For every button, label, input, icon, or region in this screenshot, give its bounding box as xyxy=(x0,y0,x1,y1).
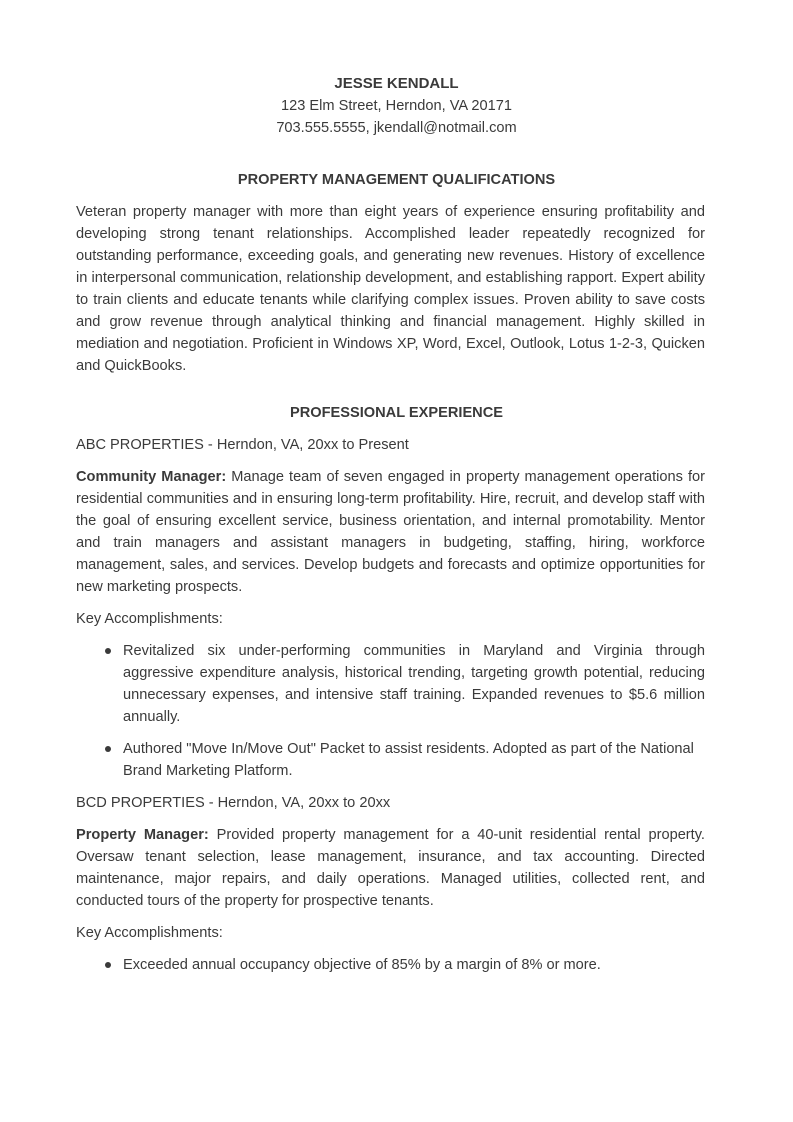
job-description-block xyxy=(76,466,705,598)
accomplishments-list xyxy=(76,954,705,976)
experience-heading: PROFESSIONAL EXPERIENCE xyxy=(289,405,503,421)
qualifications-heading: PROPERTY MANAGEMENT QUALIFICATIONS xyxy=(237,172,556,188)
job-description: Manage team of seven engaged in property management operations for residential communities and in ensuring long-term profitability. Hire, recruit, and develop staff with the goal of ensuring excellent service, business orientation, and internal promotability. Mentor and train managers and assistant managers in budgeting, staffing, hiring, workforce management, sales, and services. Develop budgets and forecasts and optimize opportunities for new marketing prospects. xyxy=(76,469,705,595)
accomplishments-list xyxy=(76,640,705,782)
job-description-block xyxy=(76,824,705,912)
job-company: ABC PROPERTIES - Herndon, VA, 20xx to Present xyxy=(76,437,409,453)
job-role: Property Manager: xyxy=(76,827,209,843)
resume-contact: 703.555.5555, jkendall@notmail.com xyxy=(276,120,517,136)
job-description: Provided property management for a 40-unit residential rental property. Oversaw tenant selection, lease management, insurance, and tax accounting. Directed maintenance, major repairs, and daily operations. Managed utilities, collected rent, and conducted tours of the property for prospective tenants. xyxy=(76,827,705,909)
qualifications-text: Veteran property manager with more than eight years of experience ensuring profitability and developing strong tenant relationships. Accomplished leader repeatedly recognized for outstanding performance, exceeding goals, and generating new revenues. History of excellence in interpersonal communication, relationship development, and establishing rapport. Expert ability to train clients and educate tenants while clarifying complex issues. Proven ability to save costs and grow revenue through analytical thinking and financial management. Highly skilled in mediation and negotiation. Proficient in Windows XP, Word, Excel, Outlook, Lotus 1-2-3, Quicken and QuickBooks. xyxy=(76,204,705,374)
accomplishments-label: Key Accomplishments: xyxy=(76,925,223,941)
job-company: BCD PROPERTIES - Herndon, VA, 20xx to 20xx xyxy=(76,795,391,811)
list-item: Exceeded annual occupancy objective of 85% by a margin of 8% or more. xyxy=(123,954,705,976)
list-item: Authored "Move In/Move Out" Packet to assist residents. Adopted as part of the National Brand Marketing Platform. xyxy=(123,738,705,782)
resume-name: JESSE KENDALL xyxy=(334,75,459,92)
job-role: Community Manager: xyxy=(76,469,227,485)
resume-address: 123 Elm Street, Herndon, VA 20171 xyxy=(281,98,512,114)
accomplishments-label: Key Accomplishments: xyxy=(76,611,223,627)
list-item: Revitalized six under-performing communities in Maryland and Virginia through aggressive expenditure analysis, historical trending, targeting growth potential, reducing unnecessary expenses, and intensive staff training. Expanded revenues to $5.6 million annually. xyxy=(123,640,705,728)
